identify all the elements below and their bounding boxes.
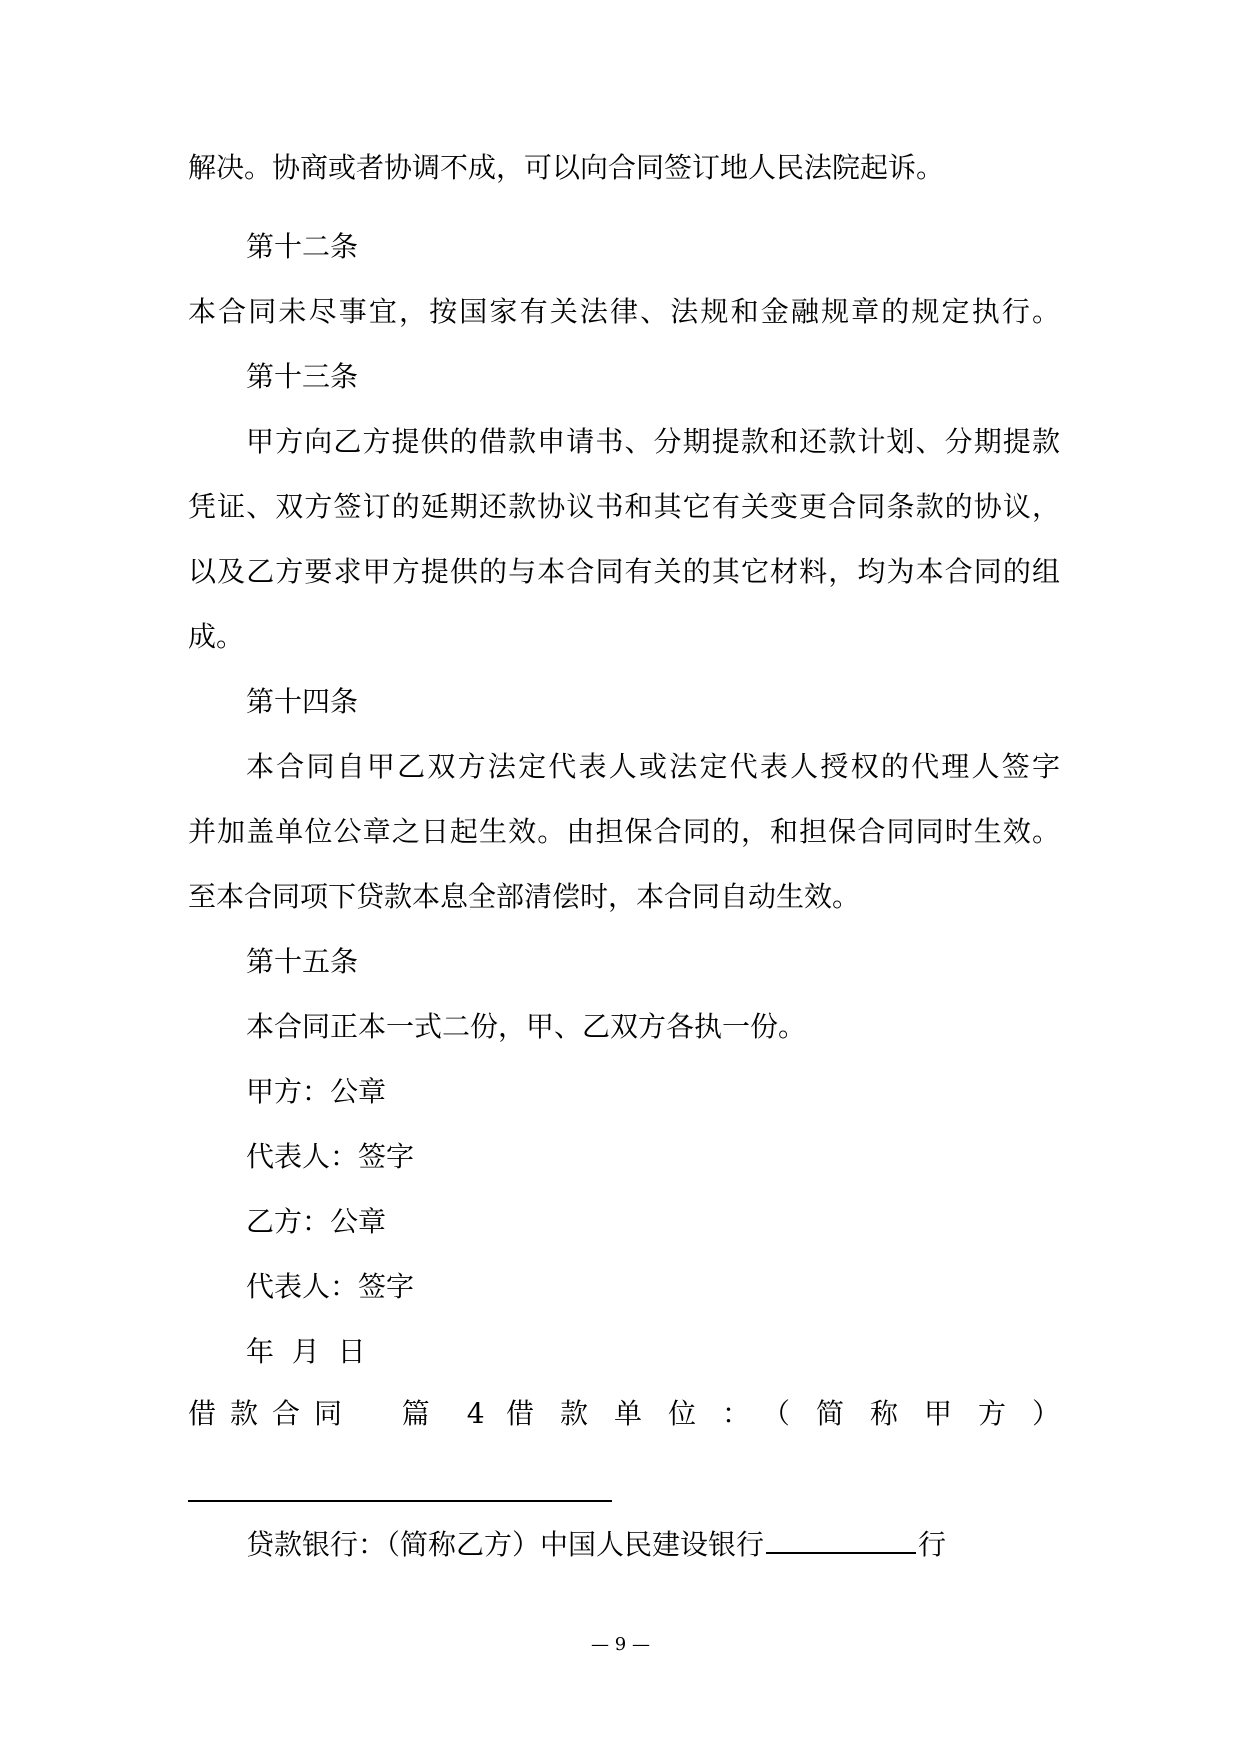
page-number: — 9 — <box>591 1634 650 1655</box>
paragraph-line: 解决。协商或者协调不成，可以向合同签订地人民法院起诉。 <box>188 151 945 184</box>
article-heading: 第十五条 <box>246 945 359 978</box>
bank-branch-blank <box>766 1524 916 1554</box>
bank-line <box>246 1524 946 1565</box>
signature-party-a: 甲方：公章 <box>246 1075 387 1108</box>
fill-in-underline <box>188 1500 612 1502</box>
paragraph-line: 凭证、双方签订的延期还款协议书和其它有关变更合同条款的协议， <box>188 490 1060 523</box>
article-heading: 第十三条 <box>246 360 359 393</box>
signature-date: 年 月 日 <box>246 1335 366 1368</box>
article-heading: 第十二条 <box>246 230 359 263</box>
signature-party-b: 乙方：公章 <box>246 1205 387 1238</box>
section-heading <box>188 1394 1086 1438</box>
paragraph-line: 成。 <box>188 620 245 653</box>
bank-line-suffix: 行 <box>918 1528 947 1561</box>
article-heading: 第十四条 <box>246 685 359 718</box>
paragraph-line: 至本合同项下贷款本息全部清偿时，本合同自动生效。 <box>188 880 861 913</box>
paragraph-line: 甲方向乙方提供的借款申请书、分期提款和还款计划、分期提款 <box>246 425 1060 458</box>
paragraph-line: 并加盖单位公章之日起生效。由担保合同的，和担保合同同时生效。 <box>188 815 1060 848</box>
paragraph-line: 本合同未尽事宜，按国家有关法律、法规和金融规章的规定执行。 <box>188 295 1060 328</box>
signature-rep-a: 代表人：签字 <box>246 1140 415 1173</box>
paragraph-line: 本合同自甲乙双方法定代表人或法定代表人授权的代理人签字 <box>246 750 1060 783</box>
paragraph-line: 本合同正本一式二份，甲、乙双方各执一份。 <box>246 1010 807 1043</box>
bank-line-prefix: 贷款银行：（简称乙方）中国人民建设银行 <box>246 1528 765 1561</box>
paragraph-line: 以及乙方要求甲方提供的与本合同有关的其它材料，均为本合同的组 <box>188 555 1060 588</box>
signature-rep-b: 代表人：签字 <box>246 1270 415 1303</box>
section-heading-left: 借款合同 篇 4 <box>188 1397 499 1430</box>
section-heading-right: 借款单位：（简称甲方） <box>505 1397 1086 1430</box>
